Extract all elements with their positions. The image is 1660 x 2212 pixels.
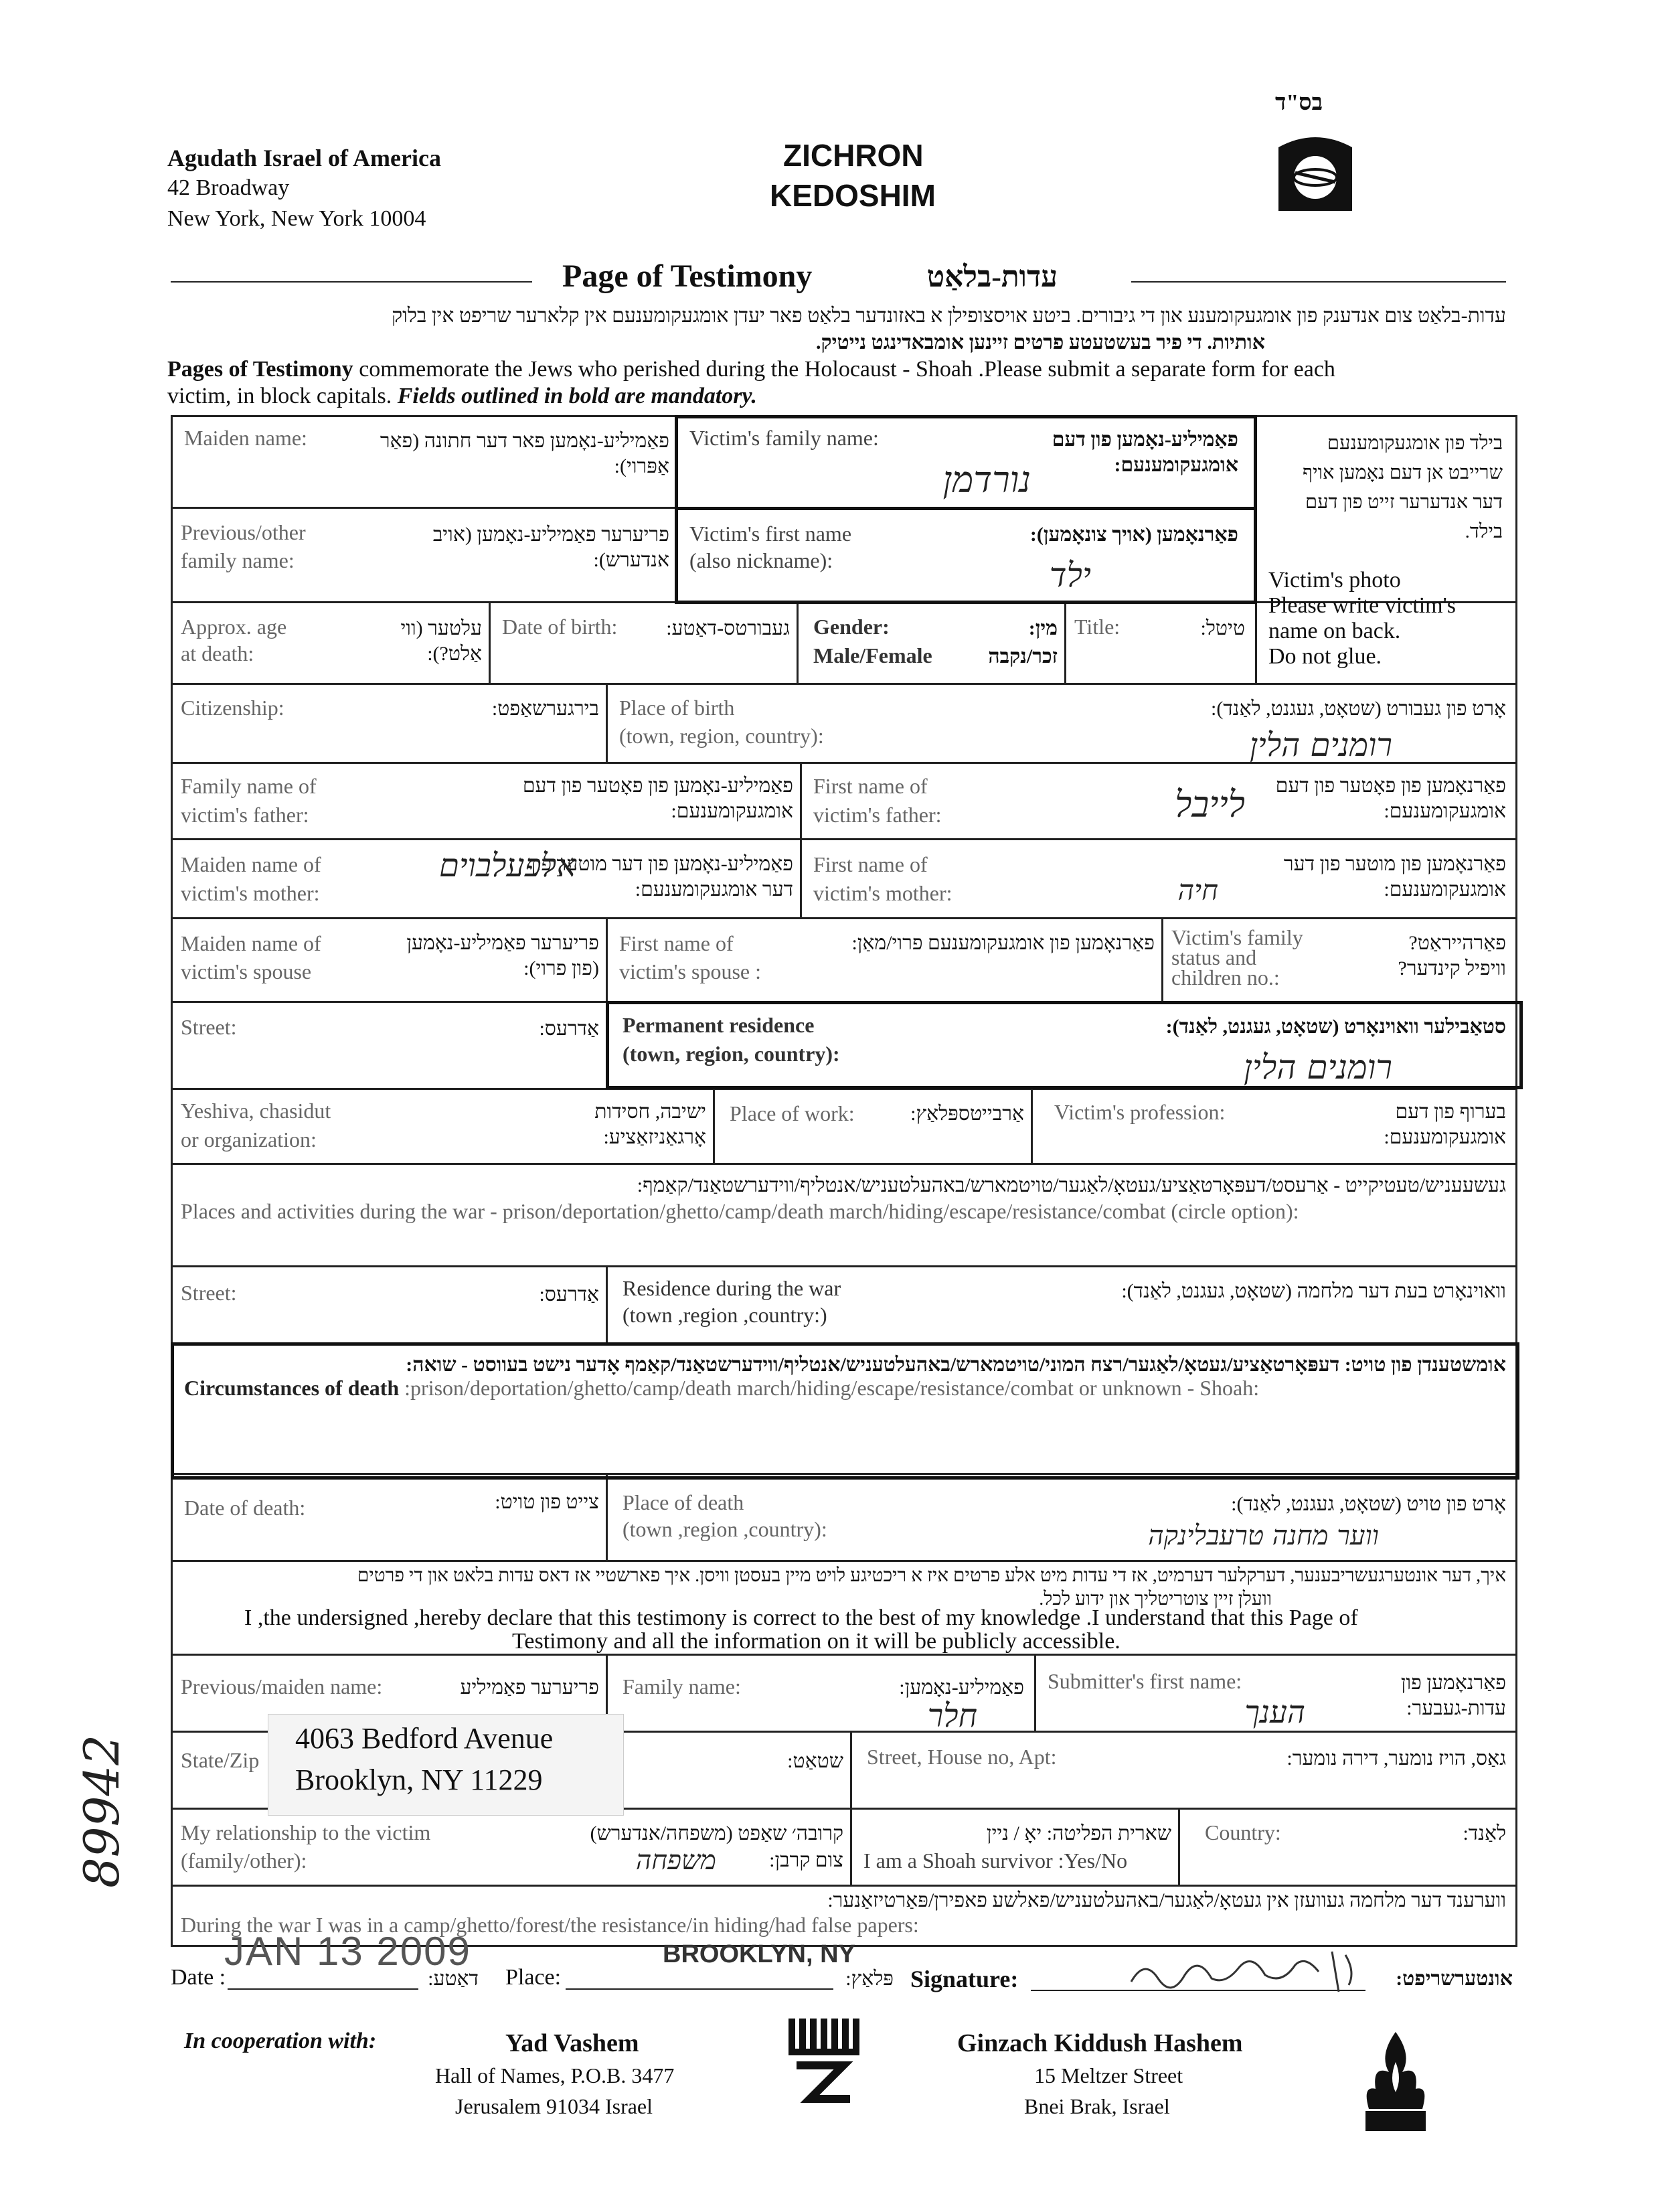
father-first-name-label-1: First name of xyxy=(813,774,928,798)
submitter-prev-maiden-label: Previous/maiden name: xyxy=(181,1674,383,1698)
date-of-death-label: Date of death: xyxy=(184,1496,306,1520)
father-family-name-label-1: Family name of xyxy=(181,774,317,798)
place-line xyxy=(566,1988,833,1990)
victim-family-name-hebrew: פאַמיליע-נאָמען פון דעם אומגעקומענעם: xyxy=(1052,428,1238,476)
mother-first-name-label-2: victim's mother: xyxy=(813,881,952,905)
during-war-hebrew: ווערענד דער מלחמה געוועזן אין געטאָ/לאַגער/באהעלטעניש/פאלשע פאפירן/פּאַרטיזאַנער: xyxy=(827,1889,1506,1911)
victim-photo-label-1: Victim's photo xyxy=(1268,568,1401,592)
declaration-english-2: Testimony and all the information on it will be publicly accessible. xyxy=(512,1629,1120,1654)
father-family-name-label-2: victim's father: xyxy=(181,803,309,827)
signature-hebrew: אונטערשריפט: xyxy=(1396,1968,1513,1990)
address-stamp-line-1: 4063 Bedford Avenue xyxy=(295,1722,554,1755)
gender-hebrew-2: זכר/נקבה xyxy=(988,645,1058,667)
family-status-label-1: Victim's family xyxy=(1171,925,1303,949)
war-street-label: Street: xyxy=(181,1281,237,1305)
date-of-birth-label: Date of birth: xyxy=(502,615,618,639)
declaration-hebrew-2: וועלן זיין צוטריטליך און ידוע לכל. xyxy=(1039,1589,1272,1609)
page-title-hebrew: עדות-בלאַט xyxy=(926,260,1058,293)
place-of-birth-label-1: Place of birth xyxy=(619,696,735,720)
yad-vashem-address-1: Hall of Names, P.O.B. 3477 xyxy=(435,2063,675,2087)
family-status-label-2: status and xyxy=(1171,945,1257,969)
relationship-label-1: My relationship to the victim xyxy=(181,1820,431,1844)
circumstances-hebrew: אומשטענדן פון טויט: דעפּאָרטאַציע/געטאָ/לאַגער/רצח המוני/טויטמארש/באהעלטעניש/אנטליף/ווידערשטאַנד/קאַמף אָדער נישט בעווסט - שואה: xyxy=(406,1354,1506,1376)
submitter-street-label: Street, House no, Apt: xyxy=(867,1745,1057,1769)
intro-english-2 xyxy=(167,384,757,409)
signature-scribble-icon[interactable] xyxy=(1125,1945,1365,1998)
org-address-2: New York, New York 10004 xyxy=(167,206,426,231)
profession-hebrew: בערוף פון דעם אומגעקומענעם: xyxy=(1384,1101,1506,1148)
war-residence-label-2: (town ,region ,country:) xyxy=(622,1303,827,1327)
title-rule-left xyxy=(171,281,532,283)
relationship-label-2: (family/other): xyxy=(181,1848,307,1873)
country-label: Country: xyxy=(1205,1820,1281,1844)
title-field-hebrew: טיטל: xyxy=(1200,617,1245,639)
survivor-label: I am a Shoah survivor :Yes/No xyxy=(863,1848,1128,1873)
place-label: Place: xyxy=(505,1965,562,1990)
submitter-first-name-hebrew: פאַרנאָמען פון עדות-געבער: xyxy=(1400,1672,1506,1719)
citizenship-hebrew: בירגערשאַפט: xyxy=(491,698,599,720)
intro-english-text: commemorate the Jews who perished during the Holocaust - Shoah .Please submit a separate form for each xyxy=(353,357,1335,382)
state-zip-label: State/Zip xyxy=(181,1748,260,1772)
signature-label: Signature: xyxy=(910,1966,1019,1992)
mother-first-name-hebrew: פאַרנאָמען פון מוטער פון דער אומגעקומענעם: xyxy=(1283,853,1506,900)
victim-first-name-label-2: (also nickname): xyxy=(689,548,833,572)
maiden-name-label: Maiden name: xyxy=(184,426,307,450)
spouse-maiden-name-label-2: victim's spouse xyxy=(181,959,312,983)
mother-maiden-name-value[interactable]: אלפעלבוים xyxy=(439,847,576,884)
survivor-hebrew: שארית הפליטה: יאָ / ניין xyxy=(986,1822,1171,1844)
place-of-birth-hebrew: אָרט פון געבורט (שטאָט, געגנט, לאַנד): xyxy=(1211,698,1506,720)
victim-photo-hebrew: בילד פון אומגעקומענעם שרייבט אן דעם נאָמען אויף דער אנדערער זייט פון דעם בילד. xyxy=(1302,432,1503,542)
agudath-logo-icon xyxy=(1268,127,1362,221)
address-stamp-line-2: Brooklyn, NY 11229 xyxy=(295,1763,543,1796)
intro-english-bold: Pages of Testimony xyxy=(167,357,353,382)
ginzach-flame-logo-icon xyxy=(1345,2025,1446,2139)
margin-handwritten-number: 89942 xyxy=(74,1734,130,1888)
war-street-hebrew: אַדרעס: xyxy=(539,1283,599,1306)
place-of-work-hebrew: אַרבייטספּלאַץ: xyxy=(910,1103,1024,1125)
citizenship-label: Citizenship: xyxy=(181,696,284,720)
victim-first-name-value[interactable]: ילד xyxy=(1049,556,1091,595)
during-war-label: During the war I was in a camp/ghetto/forest/the resistance/in hiding/had false papers: xyxy=(181,1913,919,1937)
gender-label-1: Gender: xyxy=(813,615,890,639)
victim-family-name-label: Victim's family name: xyxy=(689,426,879,450)
approx-age-label-1: Approx. age xyxy=(181,615,287,639)
yeshiva-hebrew: ישיבה, חסידות אָרגאַניזאַציע: xyxy=(594,1101,706,1148)
previous-family-name-label-2: family name: xyxy=(181,548,295,572)
project-title-2: KEDOSHIM xyxy=(770,178,936,213)
date-stamp-value[interactable]: JAN 13 2009 xyxy=(224,1929,471,1974)
father-family-name-hebrew: פאַמיליע-נאָמען פון פאָטער פון דעם אומגעקומענעם: xyxy=(522,775,793,822)
declaration-hebrew-1: איך, דער אונטערגעשריבענער, דערקלער דערמיט, אז די עדות מיט אלע פרטים איז א ריכטיגע לויט מיין בעסטן וויסן. איך פארשטיי אז דאס עדות בלאט און די פרטים xyxy=(357,1565,1506,1586)
title-field-label: Title: xyxy=(1074,615,1120,639)
place-of-birth-label-2: (town, region, country): xyxy=(619,724,824,748)
street-hebrew: אַדרעס: xyxy=(539,1018,599,1040)
permanent-residence-hebrew: סטאַבילער וואוינאָרט (שטאָט, געגנט, לאַנד): xyxy=(1165,1016,1506,1038)
victim-first-name-hebrew: פאַרנאָמען (אויך צונאָמען): xyxy=(1029,524,1238,546)
relationship-hebrew-1: קרובה׳ שאַפט (משפחה/אנדערש) xyxy=(590,1822,843,1844)
place-of-death-hebrew: אָרט פון טויט (שטאָט, געגנט, לאַנד): xyxy=(1231,1493,1506,1515)
place-of-death-label-2: (town ,region ,country): xyxy=(622,1517,827,1541)
father-first-name-hebrew: פאַרנאָמען פון פאָטער פון דעם אומגעקומענעם: xyxy=(1275,775,1506,822)
date-of-birth-hebrew: געבורטס-דאַטע: xyxy=(666,617,790,639)
date-line xyxy=(228,1988,418,1990)
spouse-first-name-hebrew: פאַרנאָמען פון אומגעקומענעם פרוי/מאַן: xyxy=(851,932,1155,954)
submitter-first-name-value[interactable]: הענך xyxy=(1244,1694,1305,1730)
war-activities-label: Places and activities during the war - prison/deportation/ghetto/camp/death march/hiding/escape/resistance/combat (circle option): xyxy=(181,1199,1299,1223)
intro-mandatory-note: Fields outlined in bold are mandatory. xyxy=(397,384,757,408)
address-stamp xyxy=(268,1714,624,1816)
date-label: Date : xyxy=(171,1965,226,1990)
submitter-first-name-label: Submitter's first name: xyxy=(1048,1669,1242,1693)
page-title: Page of Testimony xyxy=(562,258,813,294)
intro-yiddish-2: אותיות. די פיר בעשטעטע פרטים זיינען אומבאדינגט נייטיק. xyxy=(816,331,1265,353)
mother-maiden-name-hebrew: פאַמיליע-נאָמען פון דער מוטער פון דער אומגעקומענעם: xyxy=(531,853,793,900)
victim-photo-label-2: Please write victim's xyxy=(1268,593,1456,618)
war-residence-label-1: Residence during the war xyxy=(622,1276,841,1300)
maiden-name-hebrew: פאַמיליע-נאָמען פאר דער חתונה (פאַר אַפּרוי): xyxy=(380,430,669,477)
yeshiva-label-2: or organization: xyxy=(181,1127,317,1152)
spouse-maiden-name-label-1: Maiden name of xyxy=(181,931,321,955)
bsd-mark: בס"ד xyxy=(1275,90,1323,115)
mother-first-name-value[interactable]: חיה xyxy=(1177,874,1218,906)
mother-first-name-label-1: First name of xyxy=(813,852,928,876)
mother-maiden-name-label-2: victim's mother: xyxy=(181,881,320,905)
org-address-1: 42 Broadway xyxy=(167,175,290,200)
place-of-birth-value[interactable]: רומנים הלין xyxy=(1249,726,1392,764)
intro-english-text-2: victim, in block capitals. xyxy=(167,384,398,408)
submitter-street-hebrew: גאַס, הויז נומער, דירה נומער: xyxy=(1286,1747,1506,1769)
place-hebrew: פּלאַץ: xyxy=(845,1968,894,1990)
org-name: Agudath Israel of America xyxy=(167,145,441,171)
title-rule-right xyxy=(1131,281,1506,283)
permanent-residence-label-1: Permanent residence xyxy=(622,1013,815,1037)
yad-vashem-name: Yad Vashem xyxy=(505,2029,639,2057)
gender-label-2: Male/Female xyxy=(813,643,932,667)
submitter-family-name-value[interactable]: חלר xyxy=(927,1697,977,1735)
permanent-residence-value[interactable]: רומנים הלין xyxy=(1244,1048,1392,1087)
submitter-prev-maiden-hebrew: פריערער פאַמיליע xyxy=(460,1676,599,1698)
spouse-first-name-label-1: First name of xyxy=(619,931,734,955)
victim-first-name-label-1: Victim's first name xyxy=(689,522,852,546)
cooperation-label: In cooperation with: xyxy=(184,2029,377,2053)
intro-english-1 xyxy=(167,357,1540,382)
victim-photo-label-4: Do not glue. xyxy=(1268,644,1382,669)
father-first-name-value[interactable]: לייבל xyxy=(1175,783,1245,825)
place-of-death-value[interactable]: ווער מחנה טרעבלינקה xyxy=(1148,1520,1379,1551)
relationship-value[interactable]: משפחה xyxy=(635,1845,716,1876)
ginzach-address-2: Bnei Brak, Israel xyxy=(1024,2094,1170,2118)
spouse-first-name-label-2: victim's spouse : xyxy=(619,959,761,983)
family-status-hebrew: פאַרהייראַט? וויפיל קינדער? xyxy=(1398,932,1506,979)
country-hebrew: לאַנד: xyxy=(1463,1822,1506,1844)
place-stamp-value[interactable]: BROOKLYN, NY xyxy=(663,1940,855,1968)
approx-age-hebrew: עלטער (ווי אַלט?): xyxy=(400,617,482,665)
place-of-death-label-1: Place of death xyxy=(622,1490,744,1514)
ginzach-name: Ginzach Kiddush Hashem xyxy=(957,2029,1243,2057)
circumstances-label-bold: Circumstances of death xyxy=(184,1376,400,1400)
spouse-maiden-name-hebrew: פריערער פאַמיליע-נאָמען (פון פרוי): xyxy=(406,932,599,979)
gender-hebrew-1: מין: xyxy=(1028,617,1058,639)
relationship-hebrew-2: צום קרבן: xyxy=(769,1849,843,1871)
place-of-work-label: Place of work: xyxy=(730,1101,855,1125)
state-zip-hebrew: שטאַט: xyxy=(787,1750,843,1772)
father-first-name-label-2: victim's father: xyxy=(813,803,942,827)
submitter-family-name-hebrew: פאַמיליע-נאָמען: xyxy=(899,1676,1024,1698)
submitter-family-name-label: Family name: xyxy=(622,1674,741,1698)
profession-label: Victim's profession: xyxy=(1054,1100,1226,1124)
family-status-label-3: children no.: xyxy=(1171,965,1280,990)
yad-vashem-logo-icon xyxy=(783,2012,863,2106)
date-of-death-hebrew: צייט פון טויט: xyxy=(495,1491,599,1513)
permanent-residence-label-2: (town, region, country): xyxy=(622,1042,840,1066)
project-title-1: ZICHRON xyxy=(783,138,924,173)
war-residence-hebrew: וואוינאָרט בעת דער מלחמה (שטאָט, געגנט, לאַנד): xyxy=(1121,1280,1506,1302)
victim-family-name-value[interactable]: נורדמן xyxy=(942,459,1031,501)
approx-age-label-2: at death: xyxy=(181,641,254,665)
circumstances-label xyxy=(184,1376,1259,1401)
street-label: Street: xyxy=(181,1015,237,1039)
date-hebrew: דאַטע: xyxy=(428,1968,479,1990)
intro-yiddish-1: עדות-בלאַט צום אנדענק פון אומגעקומענע און די גיבורים. ביטע אויסצופילן א באזונדער בלאַט פאר יעדן אומגעקומענעם אין קלארער שריפט אין בלוק xyxy=(392,305,1506,327)
war-activities-hebrew: געשעעניש/טעטיקייט - אַרעסט/דעפּאָרטאַציע/געטאָ/לאַגער/טויטמארש/באהעלטעניש/אנטליף/ווידערשטאַנד/קאַמף: xyxy=(637,1174,1506,1196)
yeshiva-label-1: Yeshiva, chasidut xyxy=(181,1099,331,1123)
previous-family-name-hebrew: פריערער פאַמיליע-נאָמען (אויב אנדערש): xyxy=(432,524,669,571)
declaration-english-1: I ,the undersigned ,hereby declare that this testimony is correct to the best of my knowledge .I understand that this Page of xyxy=(244,1605,1358,1630)
yad-vashem-address-2: Jerusalem 91034 Israel xyxy=(455,2094,653,2118)
ginzach-address-1: 15 Meltzer Street xyxy=(1034,2063,1183,2087)
victim-photo-label-3: name on back. xyxy=(1268,619,1401,643)
circumstances-label-text: :prison/deportation/ghetto/camp/death march/hiding/escape/resistance/combat or unknown - Shoah: xyxy=(399,1376,1260,1400)
mother-maiden-name-label-1: Maiden name of xyxy=(181,852,321,876)
previous-family-name-label-1: Previous/other xyxy=(181,520,306,544)
